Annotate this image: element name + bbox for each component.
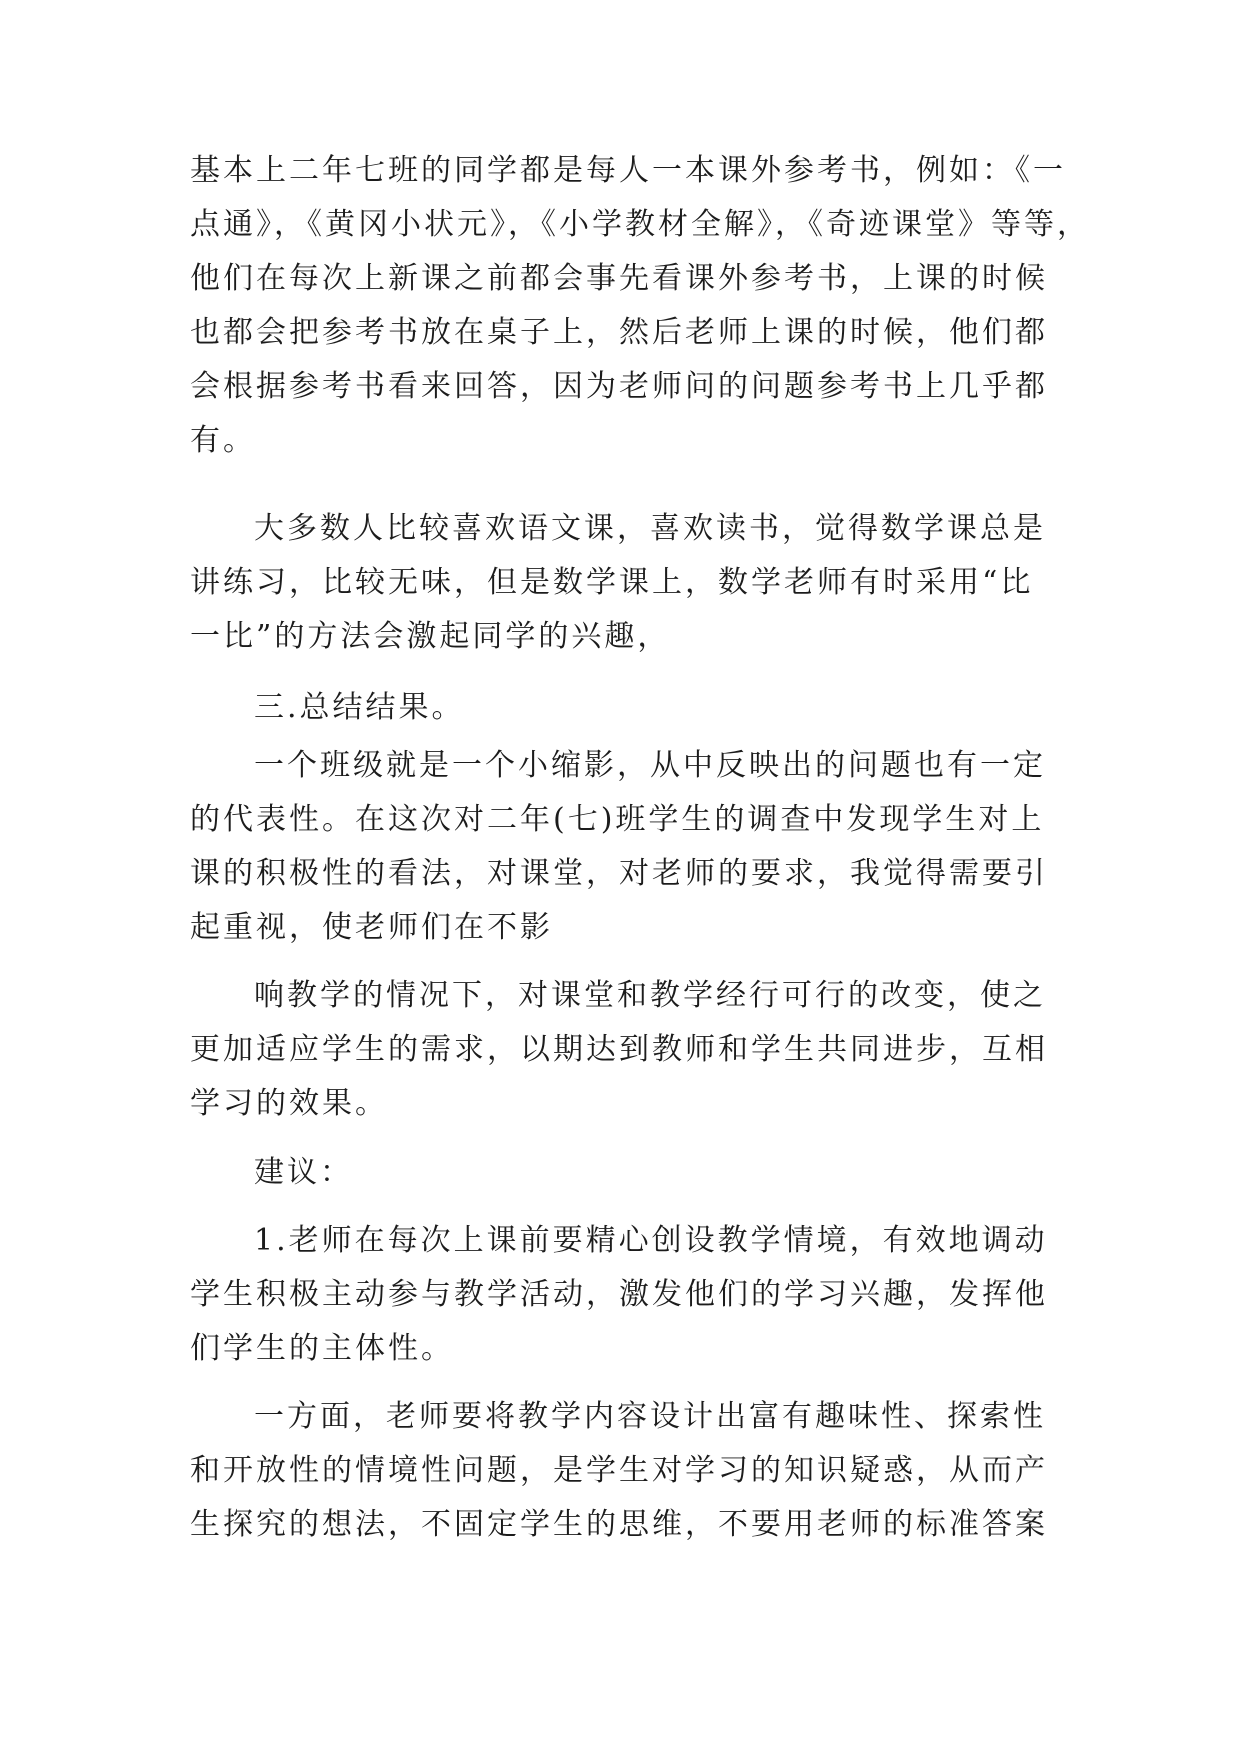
paragraph-first-line: 1.老师在每次上课前要精心创设教学情境，有效地调动 [254, 1223, 1048, 1258]
text-line: 的代表性。在这次对二年(七)班学生的调查中发现学生对上 [190, 802, 1045, 837]
paragraph-first-line: 一方面，老师要将教学内容设计出富有趣味性、探索性 [254, 1399, 1046, 1434]
text-line: 会根据参考书看来回答，因为老师问的问题参考书上几乎都 [190, 369, 1048, 404]
text-line: 起重视，使老师们在不影 [190, 910, 553, 945]
section-heading: 三.总结结果。 [254, 690, 465, 725]
text-line: 也都会把参考书放在桌子上，然后老师上课的时候，他们都 [190, 315, 1048, 350]
text-line: 他们在每次上新课之前都会事先看课外参考书，上课的时候 [190, 261, 1048, 296]
paragraph-first-line: 一个班级就是一个小缩影，从中反映出的问题也有一定 [254, 748, 1046, 783]
suggestion-heading: 建议： [254, 1155, 353, 1190]
paragraph-first-line: 响教学的情况下，对课堂和教学经行可行的改变，使之 [254, 978, 1046, 1013]
text-line: 一比”的方法会激起同学的兴趣， [190, 619, 671, 654]
text-line: 点通》，《黄冈小状元》，《小学教材全解》，《奇迹课堂》等等， [190, 207, 1090, 242]
text-line: 生探究的想法，不固定学生的思维，不要用老师的标准答案 [190, 1507, 1048, 1542]
text-line: 更加适应学生的需求，以期达到教师和学生共同进步，互相 [190, 1032, 1048, 1067]
text-line: 课的积极性的看法，对课堂，对老师的要求，我觉得需要引 [190, 856, 1048, 891]
text-line: 基本上二年七班的同学都是每人一本课外参考书，例如：《一 [190, 153, 1066, 188]
text-line: 讲练习，比较无味，但是数学课上，数学老师有时采用“比 [190, 565, 1034, 600]
paragraph-first-line: 大多数人比较喜欢语文课，喜欢读书，觉得数学课总是 [254, 511, 1046, 546]
text-line: 和开放性的情境性问题，是学生对学习的知识疑惑，从而产 [190, 1453, 1048, 1488]
text-line: 学习的效果。 [190, 1086, 388, 1121]
text-line: 学生积极主动参与教学活动，激发他们的学习兴趣，发挥他 [190, 1277, 1048, 1312]
text-line: 们学生的主体性。 [190, 1331, 454, 1366]
text-line: 有。 [190, 423, 256, 458]
